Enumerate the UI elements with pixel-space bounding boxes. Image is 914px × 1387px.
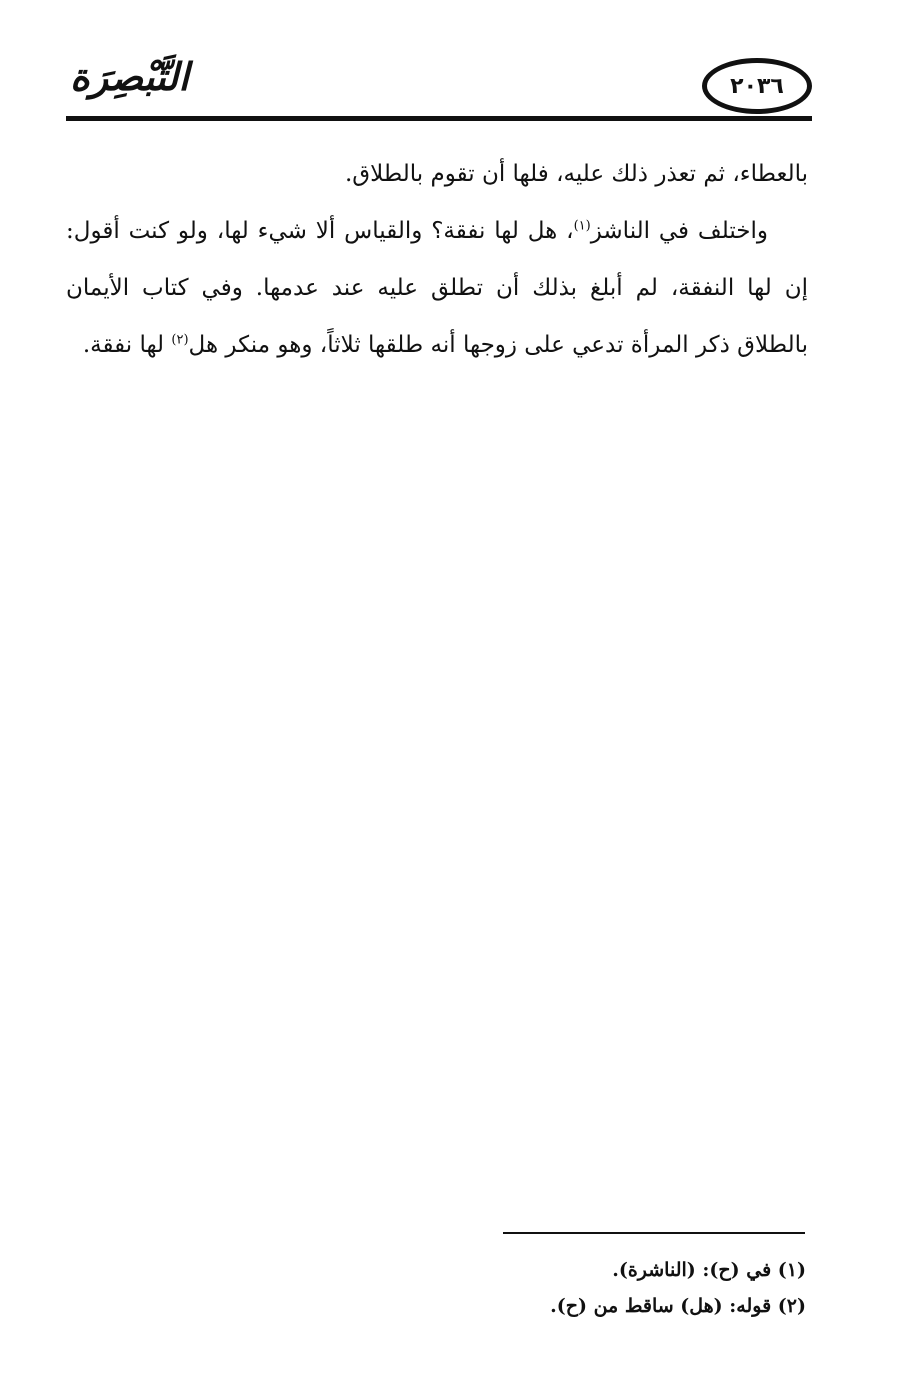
paragraph-2-part-2: ، هل لها نفقة؟ والقياس ألا شيء لها، ولو كنت أقول: إن لها النفقة، لم أبلغ بذلك أن تطلق عليه عند عدمها. وفي كتاب الأيمان بالطلاق ذكر المرأة تدعي على زوجها أنه طلقها ثلاثاً، وهو منكر هل: [66, 218, 808, 358]
footnote-1: (١) في (ح): (الناشرة).: [612, 1259, 806, 1281]
paragraph-2-part-1: واختلف في الناشز: [590, 218, 768, 244]
paragraph-2: [66, 203, 808, 374]
footnote-2: (٢) قوله: (هل) ساقط من (ح).: [550, 1295, 806, 1317]
book-title: التَّبْصِرَة: [70, 54, 189, 99]
footnote-ref-1: (١): [573, 218, 591, 234]
footnotes: [66, 1252, 806, 1324]
page-number-badge: [702, 58, 812, 114]
page-header: [66, 50, 812, 130]
header-divider: [66, 116, 812, 121]
footnote-ref-2: (٢): [171, 332, 189, 348]
paragraph-1: بالعطاء، ثم تعذر ذلك عليه، فلها أن تقوم بالطلاق.: [345, 161, 808, 187]
page-number: ٢٠٣٦: [730, 73, 784, 99]
footnote-divider: [503, 1232, 805, 1234]
main-text: [66, 146, 808, 374]
paragraph-2-part-3: لها نفقة.: [82, 332, 172, 358]
